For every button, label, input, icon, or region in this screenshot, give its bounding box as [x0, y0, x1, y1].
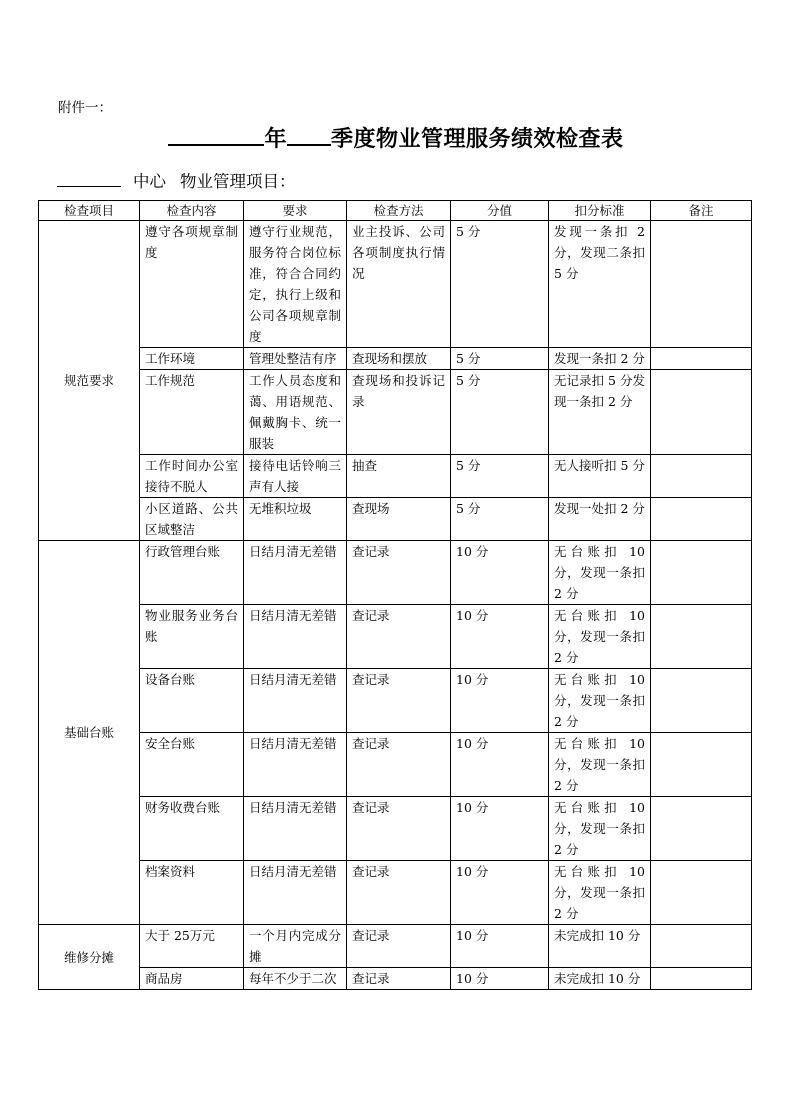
note-cell: [651, 861, 752, 925]
header-cell: 分值: [451, 201, 549, 221]
table-row: [39, 733, 752, 797]
table-row: [39, 861, 752, 925]
header-cell: 要求: [244, 201, 347, 221]
header-cell: 扣分标准: [549, 201, 651, 221]
score-cell: 10 分: [451, 605, 549, 669]
deduction-cell: 无人接听扣 5 分: [549, 455, 651, 498]
method-cell: 查记录: [347, 541, 451, 605]
content-cell: 行政管理台账: [140, 541, 244, 605]
note-cell: [651, 498, 752, 541]
deduction-cell: 无台账扣 10 分，发现一条扣 2 分: [549, 861, 651, 925]
table-row: [39, 455, 752, 498]
table-row: [39, 605, 752, 669]
table-row: [39, 968, 752, 990]
requirement-cell: 一个月内完成分摊: [244, 925, 347, 968]
project-label: 物业管理项目：: [180, 172, 296, 191]
note-cell: [651, 541, 752, 605]
center-blank: [57, 169, 121, 187]
note-cell: [651, 455, 752, 498]
requirement-cell: 日结月清无差错: [244, 861, 347, 925]
method-cell: 查记录: [347, 861, 451, 925]
requirement-cell: 管理处整洁有序: [244, 348, 347, 370]
requirement-cell: 每年不少于二次: [244, 968, 347, 990]
table-row: [39, 541, 752, 605]
attachment-label: 附件一：: [58, 100, 112, 116]
method-cell: 查记录: [347, 605, 451, 669]
method-cell: 查现场: [347, 498, 451, 541]
table-row: [39, 370, 752, 455]
note-cell: [651, 348, 752, 370]
method-cell: 抽查: [347, 455, 451, 498]
requirement-cell: 接待电话铃响三声有人接: [244, 455, 347, 498]
score-cell: 5 分: [451, 498, 549, 541]
content-cell: 档案资料: [140, 861, 244, 925]
score-cell: 10 分: [451, 669, 549, 733]
method-cell: 查记录: [347, 968, 451, 990]
method-cell: 查记录: [347, 925, 451, 968]
category-cell: 基础台账: [39, 541, 140, 925]
score-cell: 10 分: [451, 797, 549, 861]
category-cell: 维修分摊: [39, 925, 140, 990]
title-text: 季度物业管理服务绩效检查表: [331, 126, 624, 152]
deduction-cell: 发现一条扣 2 分: [549, 348, 651, 370]
table-row: [39, 669, 752, 733]
requirement-cell: 日结月清无差错: [244, 733, 347, 797]
table-row: [39, 221, 752, 348]
table-row: [39, 498, 752, 541]
content-cell: 财务收费台账: [140, 797, 244, 861]
score-cell: 5 分: [451, 370, 549, 455]
note-cell: [651, 968, 752, 990]
score-cell: 5 分: [451, 455, 549, 498]
category-cell: 规范要求: [39, 221, 140, 541]
score-cell: 10 分: [451, 541, 549, 605]
content-cell: 设备台账: [140, 669, 244, 733]
table-header-row: [39, 201, 752, 221]
score-cell: 10 分: [451, 968, 549, 990]
deduction-cell: 无记录扣 5 分发现一条扣 2 分: [549, 370, 651, 455]
header-cell: 检查方法: [347, 201, 451, 221]
subheader: [57, 168, 296, 192]
header-cell: 检查项目: [39, 201, 140, 221]
deduction-cell: 未完成扣 10 分: [549, 925, 651, 968]
method-cell: 查记录: [347, 733, 451, 797]
requirement-cell: 日结月清无差错: [244, 797, 347, 861]
content-cell: 工作环境: [140, 348, 244, 370]
method-cell: 查现场和投诉记录: [347, 370, 451, 455]
requirement-cell: 日结月清无差错: [244, 541, 347, 605]
deduction-cell: 发现一处扣 2 分: [549, 498, 651, 541]
content-cell: 小区道路、公共区域整洁: [140, 498, 244, 541]
inspection-table: [38, 200, 752, 990]
header-cell: 备注: [651, 201, 752, 221]
year-blank: [168, 122, 264, 146]
note-cell: [651, 221, 752, 348]
header-cell: 检查内容: [140, 201, 244, 221]
content-cell: 工作时间办公室接待不脱人: [140, 455, 244, 498]
note-cell: [651, 605, 752, 669]
deduction-cell: 无台账扣 10 分，发现一条扣 2 分: [549, 733, 651, 797]
method-cell: 业主投诉、公司各项制度执行情况: [347, 221, 451, 348]
note-cell: [651, 733, 752, 797]
table-row: [39, 348, 752, 370]
requirement-cell: 日结月清无差错: [244, 669, 347, 733]
center-label: 中心: [133, 172, 166, 191]
quarter-blank: [287, 122, 331, 146]
note-cell: [651, 669, 752, 733]
content-cell: 大于 25万元: [140, 925, 244, 968]
page-title: [0, 122, 792, 153]
content-cell: 工作规范: [140, 370, 244, 455]
note-cell: [651, 370, 752, 455]
score-cell: 5 分: [451, 221, 549, 348]
deduction-cell: 发现一条扣 2 分，发现二条扣 5 分: [549, 221, 651, 348]
table-body: [39, 221, 752, 990]
title-year-suffix: 年: [264, 126, 287, 152]
score-cell: 10 分: [451, 861, 549, 925]
deduction-cell: 无台账扣 10 分，发现一条扣 2 分: [549, 797, 651, 861]
method-cell: 查记录: [347, 797, 451, 861]
deduction-cell: 无台账扣 10 分，发现一条扣 2 分: [549, 605, 651, 669]
table-row: [39, 797, 752, 861]
requirement-cell: 日结月清无差错: [244, 605, 347, 669]
content-cell: 安全台账: [140, 733, 244, 797]
note-cell: [651, 797, 752, 861]
method-cell: 查现场和摆放: [347, 348, 451, 370]
score-cell: 5 分: [451, 348, 549, 370]
requirement-cell: 遵守行业规范，服务符合岗位标准，符合合同约定，执行上级和公司各项规章制度: [244, 221, 347, 348]
note-cell: [651, 925, 752, 968]
deduction-cell: 未完成扣 10 分: [549, 968, 651, 990]
score-cell: 10 分: [451, 733, 549, 797]
table-row: [39, 925, 752, 968]
content-cell: 商品房: [140, 968, 244, 990]
content-cell: 物业服务业务台账: [140, 605, 244, 669]
requirement-cell: 工作人员态度和蔼、用语规范、佩戴胸卡、统一服装: [244, 370, 347, 455]
score-cell: 10 分: [451, 925, 549, 968]
deduction-cell: 无台账扣 10 分，发现一条扣 2 分: [549, 669, 651, 733]
content-cell: 遵守各项规章制度: [140, 221, 244, 348]
deduction-cell: 无台账扣 10 分，发现一条扣 2 分: [549, 541, 651, 605]
method-cell: 查记录: [347, 669, 451, 733]
requirement-cell: 无堆积垃圾: [244, 498, 347, 541]
